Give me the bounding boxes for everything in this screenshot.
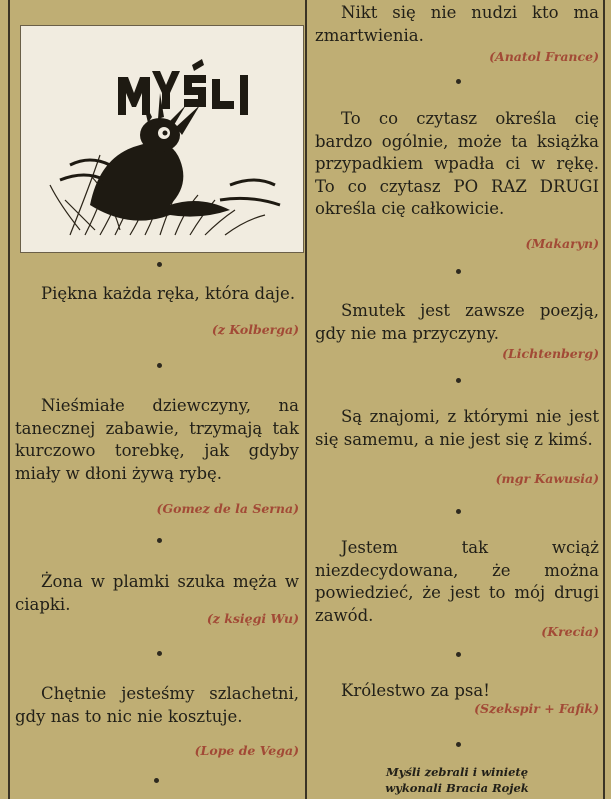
- left-border-line: [8, 0, 10, 799]
- quote-text: Nieśmiałe dziewczyny, na tanecznej zabawie, trzymają tak kurczowo torebkę, jak gdyby miały w dłoni żywą rybę.: [15, 396, 299, 483]
- quote-text: Jestem tak wciąż niezdecydowana, że można powiedzieć, że jest to mój drugi zawód.: [315, 538, 599, 625]
- quote-author: (mgr Kawusia): [495, 471, 599, 486]
- separator-dot: [456, 378, 461, 383]
- right-border-line: [603, 0, 605, 799]
- quote-author: (Szekspir + Fafik): [474, 701, 599, 716]
- quote-author: (Krecia): [541, 624, 599, 639]
- quote-author: (z księgi Wu): [206, 611, 299, 626]
- quote-author: (Gomez de la Serna): [156, 501, 299, 516]
- column-divider: [305, 0, 307, 799]
- separator-dot: [157, 262, 162, 267]
- quote-author: (Lope de Vega): [194, 743, 299, 758]
- quote-author: (z Kolberga): [211, 322, 299, 337]
- quote-author: (Makaryn): [525, 236, 599, 251]
- quote-author: (Anatol France): [489, 49, 599, 64]
- separator-dot: [456, 269, 461, 274]
- separator-dot: [456, 742, 461, 747]
- separator-dot: [456, 79, 461, 84]
- separator-dot: [157, 651, 162, 656]
- separator-dot: [456, 509, 461, 514]
- separator-dot: [157, 538, 162, 543]
- quote-text: Królestwo za psa!: [341, 681, 490, 700]
- credit-line: Myśli zebrali i winietę wykonali Bracia Rojek: [385, 765, 529, 795]
- separator-dot: [456, 652, 461, 657]
- quote-text: Żona w plamki szuka męża w ciapki.: [15, 572, 299, 614]
- quote-text: Smutek jest zawsze poezją, gdy nie ma przyczyny.: [315, 301, 599, 343]
- quote-text: Nikt się nie nudzi kto ma zmartwienia.: [315, 3, 599, 45]
- separator-dot: [157, 363, 162, 368]
- quote-text: Chętnie jesteśmy szlachetni, gdy nas to nic nie kosztuje.: [15, 684, 299, 726]
- vignette-illustration: [20, 25, 304, 253]
- quote-text: Piękna każda ręka, która daje.: [41, 284, 296, 303]
- separator-dot: [154, 778, 159, 783]
- quote-author: (Lichtenberg): [502, 346, 599, 361]
- bird-drawing: [30, 35, 292, 241]
- quote-text: Są znajomi, z którymi nie jest się samemu, a nie jest się z kimś.: [315, 407, 599, 449]
- quote-text: To co czytasz określa cię bardzo ogólnie, może ta książka przypadkiem wpadła ci w rękę. To co czytasz PO RAZ DRUGI określa cię całkowicie.: [315, 109, 599, 218]
